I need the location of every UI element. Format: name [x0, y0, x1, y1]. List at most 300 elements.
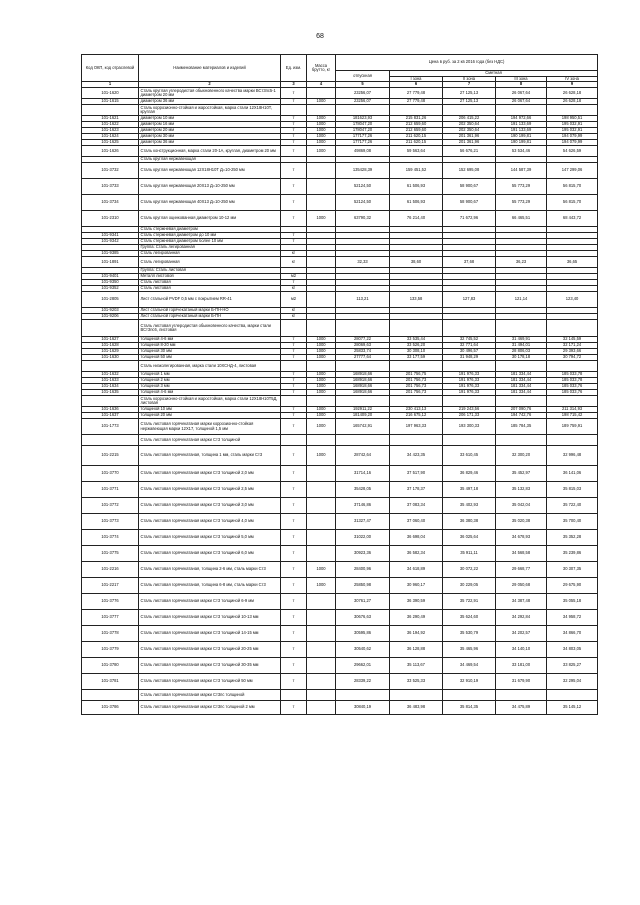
row-zone-3-price: 28 806,03	[496, 349, 547, 355]
row-release-price: 49869,08	[336, 146, 390, 157]
row-code: 101-3732	[82, 163, 139, 179]
row-name: Сталь круглая нержавеющая 12Х18Н10Т Д=10-250 мм	[139, 163, 281, 179]
row-unit: т	[281, 140, 307, 146]
row-zone-3-price: 35 042,04	[496, 498, 547, 514]
row-zone-4-price: 26 628,18	[547, 99, 598, 105]
row-zone-4-price: 34 803,05	[547, 642, 598, 658]
row-mass: 1000	[307, 343, 336, 349]
col-number: 3	[281, 82, 307, 88]
row-zone-1-price: 36 390,59	[390, 594, 443, 610]
row-unit: кг	[281, 308, 307, 314]
row-unit: т	[281, 562, 307, 578]
row-release-price: 168918,66	[336, 390, 390, 396]
row-zone-2-price: 27 125,13	[443, 99, 496, 105]
row-name: Сталь конструкционная, марка стали 20-1А, круглая, диаметром 20 мм	[139, 146, 281, 157]
row-zone-1-price: 37 178,37	[390, 482, 443, 498]
header-zone-2: II зона	[443, 76, 496, 82]
row-name: толщиной 8-20 мм	[139, 343, 281, 349]
row-code: 101-1636	[82, 407, 139, 413]
row-unit: т	[281, 407, 307, 413]
row-zone-4-price: 35 815,03	[547, 482, 598, 498]
row-release-price: 30923,36	[336, 546, 390, 562]
table-row	[82, 163, 598, 179]
row-code: 101-1773	[82, 419, 139, 435]
row-code: 101-2310	[82, 211, 139, 227]
row-zone-4-price: 35 055,18	[547, 594, 598, 610]
row-zone-3-price: 181 334,44	[496, 390, 547, 396]
row-zone-3-price: 191 133,69	[496, 128, 547, 134]
row-unit: т	[281, 211, 307, 227]
header-zone-1: I зона	[390, 76, 443, 82]
row-zone-1-price: 38,60	[390, 257, 443, 268]
row-zone-3-price: 31 494,01	[496, 343, 547, 349]
row-zone-4-price: 30 794,72	[547, 355, 598, 361]
col-number: 8	[496, 82, 547, 88]
row-zone-4-price: 198 950,51	[547, 116, 598, 122]
row-unit: т	[281, 498, 307, 514]
row-name: Сталь листовая горячекатаная марки Ст3пс толщиной	[139, 690, 281, 701]
row-zone-2-price: 35 530,79	[443, 626, 496, 642]
row-zone-2-price: 32 910,19	[443, 674, 496, 690]
row-zone-2-price: 35 402,93	[443, 498, 496, 514]
row-zone-3-price: 190 199,81	[496, 134, 547, 140]
row-unit: т	[281, 658, 307, 674]
row-zone-1-price: 159 451,52	[390, 163, 443, 179]
row-unit: т	[281, 446, 307, 466]
row-unit: т	[281, 378, 307, 384]
row-unit: т	[281, 163, 307, 179]
header-mass: Масса брутто, кг	[307, 55, 336, 82]
row-unit	[281, 690, 307, 701]
row-mass: 1000	[307, 349, 336, 355]
row-release-price: 181409,20	[336, 413, 390, 419]
row-zone-4-price: 32 171,24	[547, 343, 598, 349]
row-zone-2-price: 191 976,33	[443, 372, 496, 378]
row-name: толщиной 20 мм	[139, 413, 281, 419]
row-unit: м2	[281, 274, 307, 280]
row-name: Лист стальной горячекатаный марки Б-ПН	[139, 314, 281, 320]
table-row	[82, 498, 598, 514]
row-zone-4-price: 147 299,06	[547, 163, 598, 179]
row-zone-1-price: 36 194,92	[390, 626, 443, 642]
row-mass: 1000	[307, 128, 336, 134]
row-code: 101-1627	[82, 337, 139, 343]
row-code: 101-1635	[82, 390, 139, 396]
row-release-price: 37146,86	[336, 498, 390, 514]
row-code: 101-1620	[82, 88, 139, 99]
row-unit: т	[281, 179, 307, 195]
row-zone-3-price: 53 534,46	[496, 146, 547, 157]
row-code: 101-1891	[82, 257, 139, 268]
row-zone-4-price: 35 239,86	[547, 546, 598, 562]
row-release-price: 165742,91	[336, 419, 390, 435]
table-row	[82, 446, 598, 466]
header-zone-3: III зона	[496, 76, 547, 82]
row-zone-2-price: 35 722,91	[443, 594, 496, 610]
row-mass: 1000	[307, 578, 336, 594]
row-zone-2-price: 37,68	[443, 257, 496, 268]
row-release-price: 178047,20	[336, 128, 390, 134]
row-zone-3-price: 144 587,39	[496, 163, 547, 179]
row-unit: кг	[281, 251, 307, 257]
row-zone-1-price: 37 517,90	[390, 466, 443, 482]
row-zone-4-price: 36 141,06	[547, 466, 598, 482]
row-unit: т	[281, 280, 307, 286]
row-zone-2-price	[443, 690, 496, 701]
table-body	[82, 88, 598, 715]
row-zone-3-price: 55 773,29	[496, 179, 547, 195]
row-zone-4-price: 56 815,70	[547, 179, 598, 195]
row-unit: т	[281, 419, 307, 435]
header-price-group: Цена в руб. за 2 кв 2016 года (без НДС)	[336, 55, 598, 71]
row-zone-2-price: 35 624,60	[443, 610, 496, 626]
row-zone-4-price: 35 352,28	[547, 530, 598, 546]
row-zone-3-price: 121,14	[496, 292, 547, 308]
row-zone-1-price: 76 214,40	[390, 211, 443, 227]
row-code: 101-9352	[82, 286, 139, 292]
table-row	[82, 88, 598, 99]
row-code: 101-1626	[82, 146, 139, 157]
row-code: 101-1633	[82, 378, 139, 384]
row-name: Сталь листовая горячекатаная марки Ст3 толщиной 14-15 мм	[139, 626, 281, 642]
row-name: Сталь круглая нержавеющая 40Х13 Д=10-250 мм	[139, 195, 281, 211]
col-number: 6	[390, 82, 443, 88]
row-release-price: 30540,62	[336, 642, 390, 658]
row-code: 101-1622	[82, 122, 139, 128]
row-release-price: 28069,63	[336, 343, 390, 349]
row-zone-1-price: 33 525,33	[390, 674, 443, 690]
table-row	[82, 195, 598, 211]
row-zone-2-price: 30 229,05	[443, 578, 496, 594]
row-zone-1-price: 59 563,64	[390, 146, 443, 157]
row-name: Сталь листовая горячекатаная, толщина 1 мм, сталь марки Ст3	[139, 446, 281, 466]
row-zone-3-price: 33 181,00	[496, 658, 547, 674]
row-mass	[307, 88, 336, 99]
row-code: 101-3773	[82, 514, 139, 530]
row-release-price: 30676,63	[336, 610, 390, 626]
row-release-price: 28077,22	[336, 337, 390, 343]
row-zone-3-price: 31 679,90	[496, 674, 547, 690]
row-release-price	[336, 361, 390, 372]
table-row	[82, 674, 598, 690]
row-code: 101-3733	[82, 179, 139, 195]
row-name: Сталь стержневая диаметром более 10 мм	[139, 239, 281, 245]
row-code: 101-1615	[82, 99, 139, 105]
row-zone-1-price: 211 620,15	[390, 134, 443, 140]
row-mass: 1000	[307, 562, 336, 578]
row-unit: т	[281, 122, 307, 128]
row-zone-4-price: 198 715,42	[547, 413, 598, 419]
row-zone-2-price: 193 300,33	[443, 419, 496, 435]
row-zone-1-price: 27 779,48	[390, 88, 443, 99]
row-name: диаметром 16 мм	[139, 122, 281, 128]
row-zone-1-price: 212 659,60	[390, 128, 443, 134]
row-code: 101-9385	[82, 251, 139, 257]
row-mass	[307, 292, 336, 308]
row-code: 101-3779	[82, 642, 139, 658]
row-code: 101-2216	[82, 562, 139, 578]
row-zone-1-price: 34 423,35	[390, 446, 443, 466]
row-zone-4-price: 195 032,91	[547, 122, 598, 128]
row-zone-4-price: 34 866,70	[547, 626, 598, 642]
row-zone-4-price: 29 675,90	[547, 578, 598, 594]
row-release-price: 168918,66	[336, 372, 390, 378]
row-name: Металл листовой	[139, 274, 281, 280]
row-mass: 1000	[307, 355, 336, 361]
row-zone-2-price: 27 125,13	[443, 88, 496, 99]
row-zone-2-price: 31 948,29	[443, 355, 496, 361]
row-zone-2-price: 58 900,67	[443, 179, 496, 195]
row-code: 101-3775	[82, 546, 139, 562]
row-name: Лист стальной горячекатаный марки Б-ПН-НО	[139, 308, 281, 314]
row-name: толщиной 2 мм	[139, 378, 281, 384]
row-release-price: 178047,20	[336, 122, 390, 128]
row-release-price	[336, 690, 390, 701]
row-release-price: 31714,16	[336, 466, 390, 482]
row-zone-4-price: 32 295,04	[547, 674, 598, 690]
row-unit: кг	[281, 257, 307, 268]
row-mass	[307, 195, 336, 211]
table-row	[82, 578, 598, 594]
row-zone-4-price: 185 033,76	[547, 384, 598, 390]
row-unit: т	[281, 355, 307, 361]
col-number: 7	[443, 82, 496, 88]
row-name: Сталь круглая нержавеющая	[139, 157, 281, 163]
row-code: 101-9341	[82, 233, 139, 239]
row-zone-1-price: 201 756,73	[390, 390, 443, 396]
row-zone-1-price	[390, 361, 443, 372]
row-mass: 1000	[307, 407, 336, 413]
row-name: Группа: Сталь листовая	[139, 268, 281, 274]
row-release-price: 135428,39	[336, 163, 390, 179]
row-zone-2-price: 202 350,64	[443, 122, 496, 128]
row-mass: 1000	[307, 146, 336, 157]
row-zone-3-price: 55 773,29	[496, 195, 547, 211]
row-mass	[307, 435, 336, 446]
row-mass: 1000	[307, 140, 336, 146]
row-zone-2-price: 30 496,57	[443, 349, 496, 355]
row-code: 101-1632	[82, 372, 139, 378]
row-zone-3-price: 34 568,58	[496, 546, 547, 562]
row-mass: 1000	[307, 390, 336, 396]
row-zone-3-price: 32 300,20	[496, 446, 547, 466]
row-name: толщиной 1 мм	[139, 372, 281, 378]
row-zone-3-price	[496, 320, 547, 337]
row-zone-1-price: 36 698,04	[390, 530, 443, 546]
row-zone-3-price: 207 090,76	[496, 407, 547, 413]
row-zone-2-price: 33 610,45	[443, 446, 496, 466]
row-mass	[307, 530, 336, 546]
row-mass: 1000	[307, 337, 336, 343]
row-zone-3-price	[496, 105, 547, 116]
row-zone-1-price: 33 177,59	[390, 355, 443, 361]
row-zone-4-price	[547, 435, 598, 446]
row-zone-3-price	[496, 396, 547, 407]
row-release-price: 113,21	[336, 292, 390, 308]
row-mass: 1000	[307, 413, 336, 419]
row-release-price: 29662,01	[336, 658, 390, 674]
row-mass	[307, 546, 336, 562]
row-zone-4-price	[547, 690, 598, 701]
row-unit	[281, 105, 307, 116]
row-zone-3-price: 194 742,76	[496, 413, 547, 419]
row-name: Сталь низколегированная, марка стали 10ХСНД-4, листовая	[139, 361, 281, 372]
row-zone-2-price: 71 672,96	[443, 211, 496, 227]
row-zone-1-price: 36 582,34	[390, 546, 443, 562]
row-release-price	[336, 435, 390, 446]
row-code: 101-3771	[82, 482, 139, 498]
row-code: 101-9401	[82, 274, 139, 280]
row-unit: т	[281, 372, 307, 378]
row-zone-4-price: 29 393,66	[547, 349, 598, 355]
row-zone-1-price: 201 756,73	[390, 378, 443, 384]
row-mass	[307, 257, 336, 268]
row-mass	[307, 498, 336, 514]
row-unit: т	[281, 384, 307, 390]
row-mass	[307, 642, 336, 658]
row-zone-4-price	[547, 320, 598, 337]
row-release-price: 23256,07	[336, 99, 390, 105]
row-release-price	[336, 320, 390, 337]
table-row	[82, 292, 598, 308]
row-unit: м2	[281, 292, 307, 308]
row-zone-1-price: 211 620,15	[390, 140, 443, 146]
row-zone-3-price: 181 334,44	[496, 384, 547, 390]
row-release-price: 32,33	[336, 257, 390, 268]
row-name: Сталь листовая горячекатаная марки Ст3 толщиной 5,0 мм	[139, 530, 281, 546]
row-zone-4-price: 56 815,70	[547, 195, 598, 211]
row-zone-3-price: 31 469,91	[496, 337, 547, 343]
row-unit: т	[281, 233, 307, 239]
row-release-price: 181623,93	[336, 116, 390, 122]
row-unit	[281, 435, 307, 446]
row-code: 101-2215	[82, 446, 139, 466]
row-zone-2-price	[443, 435, 496, 446]
row-mass: 1000	[307, 134, 336, 140]
row-zone-2-price: 36 025,64	[443, 530, 496, 546]
row-zone-2-price: 35 814,35	[443, 701, 496, 715]
row-release-price: 27777,64	[336, 355, 390, 361]
row-zone-3-price: 35 132,83	[496, 482, 547, 498]
row-zone-4-price: 54 626,59	[547, 146, 598, 157]
row-code: 101-2805	[82, 292, 139, 308]
row-zone-2-price: 201 361,96	[443, 140, 496, 146]
table-row	[82, 105, 598, 116]
row-release-price	[336, 396, 390, 407]
row-unit: т	[281, 642, 307, 658]
row-zone-1-price	[390, 105, 443, 116]
row-release-price: 31022,00	[336, 530, 390, 546]
table-row	[82, 146, 598, 157]
row-zone-3-price: 29 668,77	[496, 562, 547, 578]
row-zone-2-price: 219 243,56	[443, 407, 496, 413]
row-name: диаметром 20 мм	[139, 128, 281, 134]
row-release-price: 28339,22	[336, 674, 390, 690]
row-zone-3-price: 34 387,48	[496, 594, 547, 610]
row-zone-1-price	[390, 435, 443, 446]
row-zone-1-price: 27 779,48	[390, 99, 443, 105]
row-zone-2-price: 202 350,64	[443, 128, 496, 134]
header-name: Наименование материалов и изделий	[139, 55, 281, 82]
row-zone-4-price: 68 443,72	[547, 211, 598, 227]
row-unit: т	[281, 674, 307, 690]
row-zone-4-price: 33 825,27	[547, 658, 598, 674]
row-zone-2-price: 191 976,33	[443, 384, 496, 390]
row-zone-2-price: 206 415,22	[443, 116, 496, 122]
row-code: 101-1637	[82, 413, 139, 419]
row-zone-1-price: 212 659,60	[390, 122, 443, 128]
row-zone-1-price: 36 290,49	[390, 610, 443, 626]
row-zone-1-price	[390, 320, 443, 337]
table-row	[82, 626, 598, 642]
row-zone-3-price: 26 067,64	[496, 99, 547, 105]
table-row	[82, 179, 598, 195]
row-zone-2-price: 32 745,52	[443, 337, 496, 343]
row-zone-4-price: 195 032,91	[547, 128, 598, 134]
row-code: 101-3777	[82, 610, 139, 626]
row-zone-4-price: 32 145,59	[547, 337, 598, 343]
row-mass	[307, 396, 336, 407]
row-name: Сталь листовая горячекатаная марки Ст3 толщиной 4,0 мм	[139, 514, 281, 530]
row-mass	[307, 179, 336, 195]
row-zone-2-price	[443, 396, 496, 407]
table-row	[82, 466, 598, 482]
row-zone-1-price: 197 963,33	[390, 419, 443, 435]
row-mass	[307, 105, 336, 116]
row-release-price: 35428,05	[336, 482, 390, 498]
row-unit: т	[281, 116, 307, 122]
row-zone-1-price: 201 756,73	[390, 384, 443, 390]
row-zone-3-price	[496, 361, 547, 372]
row-code: 101-3770	[82, 466, 139, 482]
row-zone-1-price: 215 831,26	[390, 116, 443, 122]
row-unit: т	[281, 146, 307, 157]
row-zone-3-price: 30 178,18	[496, 355, 547, 361]
row-name: Сталь легированная	[139, 257, 281, 268]
row-zone-3-price: 185 784,35	[496, 419, 547, 435]
row-unit: т	[281, 514, 307, 530]
table-row	[82, 320, 598, 337]
row-code: 101-1630	[82, 355, 139, 361]
row-unit: т	[281, 99, 307, 105]
row-unit: т	[281, 239, 307, 245]
row-zone-4-price	[547, 396, 598, 407]
row-zone-3-price: 194 972,66	[496, 116, 547, 122]
row-name: Сталь стержневая диаметром	[139, 227, 281, 233]
row-mass: 1000	[307, 446, 336, 466]
col-number: 4	[307, 82, 336, 88]
row-name: Сталь листовая горячекатаная марки Ст3 толщиной 2,5 мм	[139, 482, 281, 498]
row-release-price: 192911,22	[336, 407, 390, 413]
table-row	[82, 562, 598, 578]
row-code	[82, 690, 139, 701]
row-name: Сталь круглая нержавеющая 20Х13 Д=10-250 мм	[139, 179, 281, 195]
row-zone-4-price: 123,40	[547, 292, 598, 308]
row-release-price	[336, 105, 390, 116]
row-unit: т	[281, 390, 307, 396]
header-code: Код ОКП, код отраслевой	[82, 55, 139, 82]
row-mass: 1000	[307, 116, 336, 122]
row-code: 101-3776	[82, 594, 139, 610]
row-code: 101-9203	[82, 308, 139, 314]
row-unit: т	[281, 349, 307, 355]
row-zone-1-price: 133,58	[390, 292, 443, 308]
row-code: 101-1634	[82, 384, 139, 390]
row-zone-1-price: 30 308,10	[390, 349, 443, 355]
row-name: толщиной 4-6 мм	[139, 390, 281, 396]
row-code: 101-1621	[82, 116, 139, 122]
row-name: диаметром 36 мм	[139, 99, 281, 105]
